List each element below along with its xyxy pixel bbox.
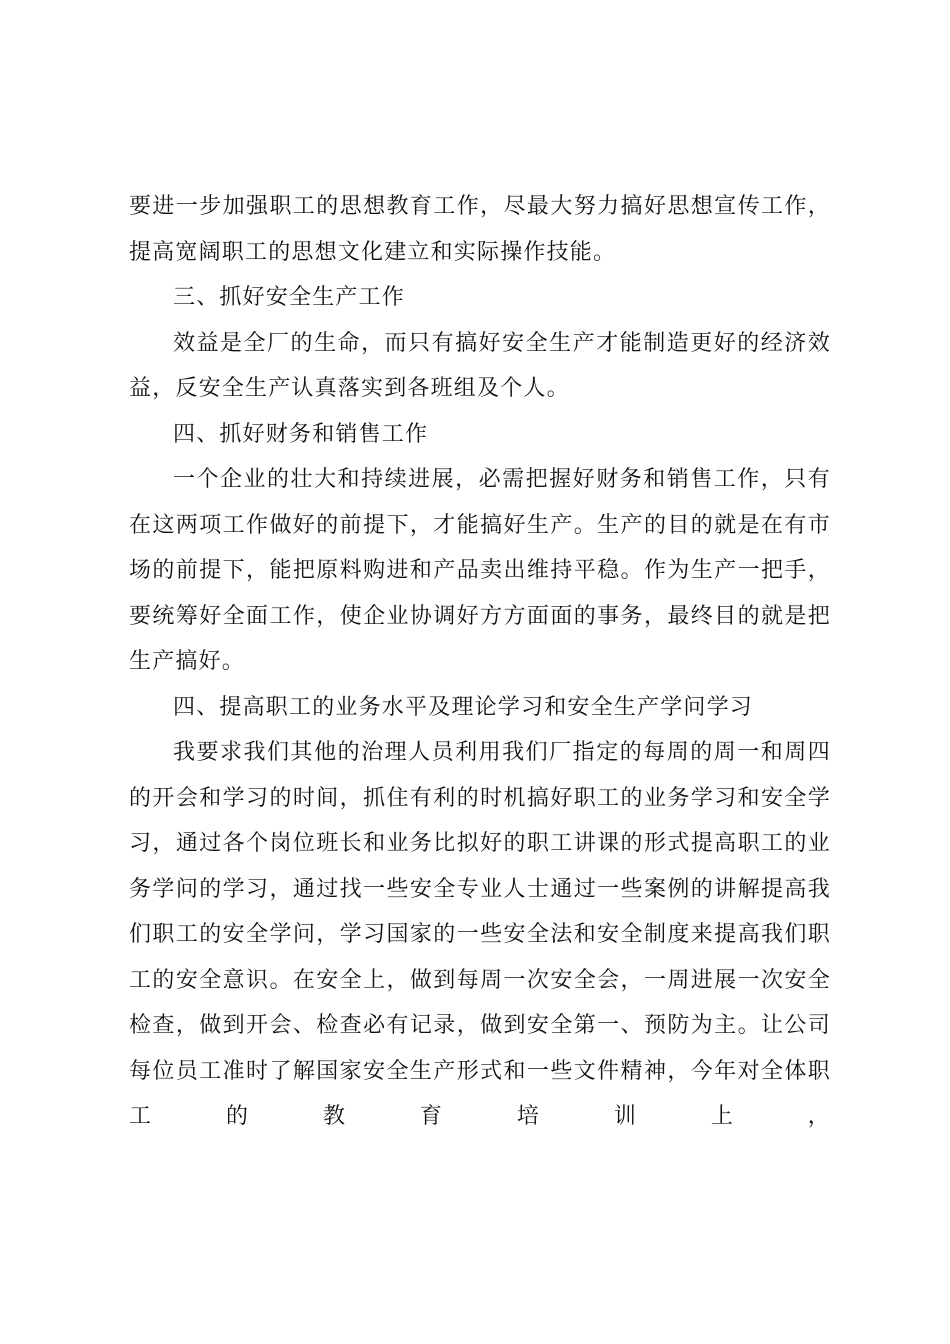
heading-business-study: 四、提高职工的业务水平及理论学习和安全生产学问学习	[173, 694, 754, 720]
paragraph-finance-sales: 一个企业的壮大和持续进展，必需把握好财务和销售工作，只有在这两项工作做好的前提下，才能搞好生产。生产的目的就是在有市场的前提下，能把原料购进和产品卖出维持平稳。作为生产一把手，要统筹好全面工作，使企业协调好方方面面的事务，最终目的就是把生产搞好。	[129, 467, 831, 674]
paragraph-thought-education: 要进一步加强职工的思想教育工作，尽最大努力搞好思想宣传工作，提高宽阔职工的思想文化建立和实际操作技能。	[129, 194, 831, 265]
document-body	[129, 184, 831, 1140]
heading-safety-production: 三、抓好安全生产工作	[173, 285, 406, 310]
paragraph-business-study: 我要求我们其他的治理人员利用我们厂指定的每周的周一和周四的开会和学习的时间，抓住有利的时机搞好职工的业务学习和安全学习，通过各个岗位班长和业务比拟好的职工讲课的形式提高职工的业务学问的学习，通过找一些安全专业人士通过一些案例的讲解提高我们职工的安全学问，学习国家的一些安全法和安全制度来提高我们职工的安全意识。在安全上，做到每周一次安全会，一周进展一次安全检查，做到开会、检查必有记录，做到安全第一、预防为主。让公司每位员工准时了解国家安全生产形式和一些文件精神，今年对全体职工的教育培训上，	[129, 740, 831, 1129]
paragraph-safety-production: 效益是全厂的生命，而只有搞好安全生产才能制造更好的经济效益，反安全生产认真落实到各班组及个人。	[129, 330, 831, 401]
heading-finance-sales: 四、抓好财务和销售工作	[173, 421, 429, 447]
